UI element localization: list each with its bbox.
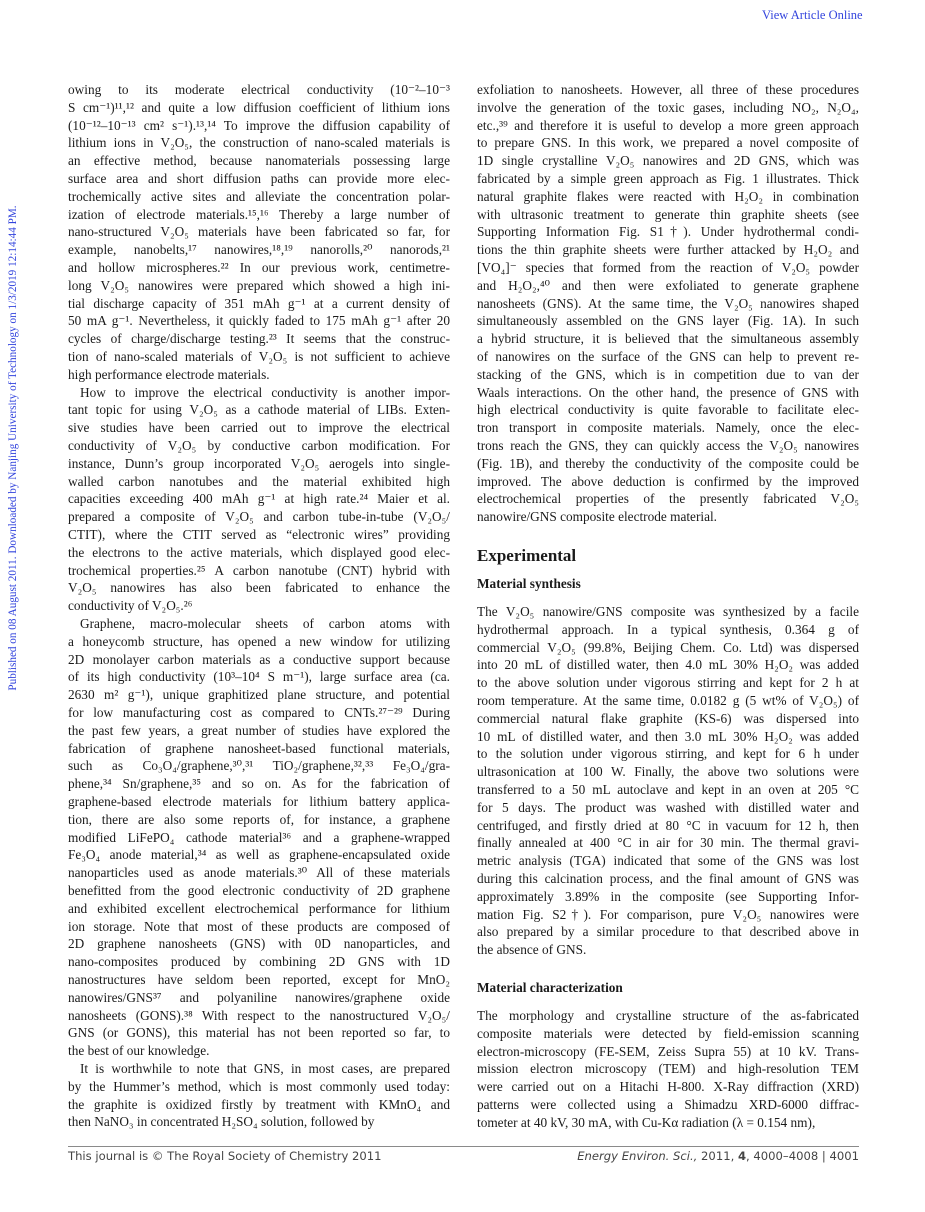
text-line: Supporting Information Fig. S1†). Under hydrothermal condi- — [477, 224, 859, 240]
text-line: ization of electrode materials.¹⁵,¹⁶ Thereby a large number of — [68, 206, 450, 222]
text-line: [VO₄]⁻ species that formed from the reaction of V₂O₅ powder — [477, 259, 859, 275]
text-line: 1D single crystalline V₂O₅ nanowires and 2D GNS, which was — [477, 153, 859, 169]
text-line: Graphene, macro-molecular sheets of carbon atoms with — [80, 616, 450, 631]
text-line: tions the thin graphite sheets were further attacked by H₂O₂ and — [477, 242, 859, 258]
text-line: ultrasonication at 100 W. Finally, the above two solutions were — [477, 764, 859, 780]
paragraph — [477, 603, 859, 959]
text-line: tion, there are also some reports of, for instance, a graphene — [68, 811, 450, 827]
text-line: (Fig. 1B), and thereby the conductivity of the composite could be — [477, 455, 859, 471]
text-line: Waals interactions. On the other hand, the presence of GNS with — [477, 384, 859, 400]
text-line: and exhibited excellent electrochemical performance for lithium — [68, 900, 450, 916]
text-line: Fe₃O₄ anode material,³⁴ as well as graphene-encapsulated oxide — [68, 847, 450, 863]
subsection-heading-material-synthesis: Material synthesis — [477, 576, 581, 591]
text-line: also prepared by a similar procedure to that described above in — [477, 924, 859, 940]
text-line: high electrical conductivity is quite favorable to facilitate elec- — [477, 402, 859, 418]
text-line: phene,³⁴ Sn/graphene,³⁵ and so on. As for the fabrication of — [68, 776, 450, 792]
text-line: tometer at 40 kV, 30 mA, with Cu-Kα radiation (λ = 0.154 nm), — [477, 1114, 816, 1130]
paragraph — [477, 1007, 859, 1132]
text-line: high performance electrode materials. — [68, 366, 270, 382]
section-heading-experimental: Experimental — [477, 546, 577, 565]
text-line: then NaNO₃ in concentrated H₂SO₄ solution, followed by — [68, 1114, 375, 1130]
text-line: owing to its moderate electrical conductivity (10⁻²–10⁻³ — [68, 82, 450, 97]
text-line: exfoliation to nanosheets. However, all three of these procedures — [477, 82, 859, 97]
text-line: The V₂O₅ nanowire/GNS composite was synthesized by a facile — [477, 604, 859, 619]
text-line: to the solution under vigorous stirring, and kept for 6 h under — [477, 746, 859, 762]
text-line: and H₂O₂,⁴⁰ and then were exfoliated to generate graphene — [477, 277, 859, 293]
text-line: (10⁻¹²–10⁻¹³ cm² s⁻¹).¹³,¹⁴ To improve the diffusion capability of — [68, 117, 450, 133]
text-line: graphene-based electrode materials for lithium battery applica- — [68, 793, 450, 809]
text-line: tant topic for using V₂O₅ as a cathode material of LIBs. Exten- — [68, 402, 450, 418]
text-line: into 20 mL of distilled water, then 4.0 mL 30% H₂O₂ was added — [477, 657, 859, 673]
text-line: nano-structured V₂O₅ materials have been fabricated so far, for — [68, 224, 450, 240]
text-line: 2630 m² g⁻¹), unique graphitized plane structure, and potential — [68, 687, 450, 703]
text-line: for low manufacturing cost as compared to CNTs.²⁷⁻²⁹ During — [68, 704, 450, 720]
text-line: nanosheets (GNS). At the same time, the V₂O₅ nanowires shaped — [477, 295, 859, 311]
text-line: capacities exceeding 400 mAh g⁻¹ at high rate.²⁴ Maier et al. — [68, 491, 450, 507]
text-line: the past few years, a great number of studies have explored the — [68, 722, 450, 738]
text-line: during this calcination process, and the final amount of GNS was — [477, 870, 859, 886]
footer-copyright: This journal is © The Royal Society of Chemistry 2011 — [68, 1149, 382, 1163]
text-line: a honeycomb structure, has opened a new window for utilizing — [68, 633, 450, 649]
text-line: prepared a composite of V₂O₅ and carbon tube-in-tube (V₂O₅/ — [68, 509, 450, 525]
text-line: the electrons to the active materials, which displayed good elec- — [68, 544, 450, 560]
text-line: 10 mL of distilled water, and then 3.0 mL 30% H₂O₂ was added — [477, 728, 859, 744]
view-article-online-link[interactable]: View Article Online — [762, 8, 863, 22]
text-line: conductivity of V₂O₅.²⁶ — [68, 598, 193, 614]
text-line: trochemically active sites and alleviate the concentration polar- — [68, 188, 450, 204]
text-line: sive studies have been carried out to improve the electrical — [68, 420, 450, 436]
text-line: fabricated by a simple green approach as Fig. 1 illustrates. Thick — [477, 170, 859, 186]
text-line: It is worthwhile to note that GNS, in most cases, are prepared — [80, 1061, 450, 1076]
text-line: metric analysis (TGA) indicated that some of the GNS was lost — [477, 853, 859, 869]
text-line: long V₂O₅ nanowires were prepared which showed a high ini- — [68, 277, 450, 293]
text-line: trons reach the GNS, they can quickly access the V₂O₅ nanowires — [477, 437, 859, 453]
text-line: 50 mA g⁻¹. Nevertheless, it quickly faded to 175 mAh g⁻¹ after 20 — [68, 313, 450, 329]
text-line: centrifuged, and firstly dried at 80 °C in vacuum for 12 h, then — [477, 817, 859, 833]
text-line: electrochemical properties of the presently fabricated V₂O₅ — [477, 491, 859, 507]
text-line: instance, Dunn’s group incorporated V₂O₅ aerogels into single- — [68, 455, 450, 471]
text-line: to the above solution under vigorous stirring and kept for 2 h at — [477, 675, 859, 691]
text-line: commercial natural flake graphite (KS-6) was dispersed into — [477, 710, 859, 726]
text-line: CTIT), where the CTIT served as “electronic wires” providing — [68, 526, 450, 542]
footer-citation — [577, 1149, 859, 1163]
paragraph — [68, 615, 450, 1060]
text-line: finally annealed at 400 °C in air for 30 min. The thermal gravi- — [477, 835, 859, 851]
text-line: V₂O₅ nanowires has also been fabricated to enhance the — [68, 580, 450, 596]
text-line: modified LiFePO₄ cathode material³⁶ and a graphene-wrapped — [68, 829, 450, 845]
text-line: conductivity of V₂O₅ by conductive carbon modification. For — [68, 437, 450, 453]
text-line: involve the generation of the toxic gases, including NO₂, N₂O₄, — [477, 99, 859, 115]
paragraph — [68, 384, 450, 615]
footer-separator: | — [818, 1149, 830, 1163]
text-line: nanosheets (GONS).³⁸ With respect to the nanostructured V₂O₅/ — [68, 1007, 450, 1023]
text-line: such as Co₃O₄/graphene,³⁰,³¹ TiO₂/graphene,³²,³³ Fe₃O₄/gra- — [68, 758, 450, 774]
text-line: surface area and short diffusion paths can provide more elec- — [68, 170, 450, 186]
text-line: and hollow microspheres.²² In our previous work, centimetre- — [68, 259, 450, 275]
text-line: nanowire/GNS composite electrode material. — [477, 509, 717, 525]
text-line: improved. The above deduction is confirmed by the improved — [477, 473, 859, 489]
text-line: cycles of charge/discharge testing.²³ It seems that the construc- — [68, 331, 450, 347]
publication-download-note: Published on 08 August 2011. Downloaded by Nanjing University of Technology on 1/3/2019 12:14:44 PM. — [7, 205, 19, 691]
text-line: an effective method, because nanomaterials possessing large — [68, 153, 450, 169]
text-line: GNS (or GONS), this material has not been reported so far, to — [68, 1025, 450, 1041]
text-line: 2D graphene nanosheets (GNS) with 0D nanoparticles, and — [68, 936, 450, 952]
text-line: trochemical properties.²⁵ A carbon nanotube (CNT) hybrid with — [68, 562, 450, 578]
text-line: a hybrid structure, it is believed that the simultaneous assembly — [477, 331, 859, 347]
text-line: commercial V₂O₅ (99.8%, Beijing Chem. Co. Ltd) was dispersed — [477, 639, 859, 655]
footer-year: 2011, — [697, 1149, 738, 1163]
text-line: benefitted from the good electronic conductivity of 2D graphene — [68, 882, 450, 898]
text-line: 2D monolayer carbon materials as a conductive support because — [68, 651, 450, 667]
text-line: hydrothermal approach. In a typical synthesis, 0.364 g of — [477, 621, 859, 637]
text-line: patterns were collected using a Shimadzu XRD-6000 diffrac- — [477, 1096, 859, 1112]
text-line: simultaneously assembled on the GNS layer (Fig. 1A). In such — [477, 313, 859, 329]
text-line: stacking of the GNS, which is in competition due to van der — [477, 366, 859, 382]
footer-pages: , 4000–4008 — [746, 1149, 819, 1163]
subsection-heading-material-characterization: Material characterization — [477, 980, 623, 995]
text-line: of nanowires on the surface of the GNS can help to prevent re- — [477, 348, 859, 364]
text-line: mation Fig. S2†). For comparison, pure V₂O₅ nanowires were — [477, 906, 859, 922]
text-line: tion of nano-scaled materials of V₂O₅ is not sufficient to achieve — [68, 348, 450, 364]
text-line: mission electron microscopy (TEM) and high-resolution TEM — [477, 1061, 859, 1077]
text-line: etc.,³⁹ and therefore it is useful to develop a more green approach — [477, 117, 859, 133]
text-line: tron transport in composite materials. Namely, once the elec- — [477, 420, 859, 436]
text-line: fabrication of graphene nanosheet-based functional materials, — [68, 740, 450, 756]
text-line: nanostructures have seldom been reported, except for MnO₂ — [68, 971, 450, 987]
text-line: nanowires/GNS³⁷ and polyaniline nanowires/graphene oxide — [68, 989, 450, 1005]
text-line: lithium ions in V₂O₅, the construction of nano-scaled materials is — [68, 135, 450, 151]
text-line: The morphology and crystalline structure of the as-fabricated — [477, 1008, 859, 1023]
text-line: natural graphite flakes were reacted with H₂O₂ in combination — [477, 188, 859, 204]
footer-divider — [68, 1146, 859, 1147]
text-line: for 5 days. The product was washed with distilled water and — [477, 799, 859, 815]
text-line: tial discharge capacity of 351 mAh g⁻¹ at a current density of — [68, 295, 450, 311]
text-line: composite materials were detected by field-emission scanning — [477, 1025, 859, 1041]
paragraph — [68, 81, 450, 384]
text-line: ion storage. Note that most of these products are composed of — [68, 918, 450, 934]
text-line: example, nanobelts,¹⁷ nanowires,¹⁸,¹⁹ nanorolls,²⁰ nanorods,²¹ — [68, 242, 450, 258]
text-line: the absence of GNS. — [477, 942, 587, 958]
paragraph — [68, 1060, 450, 1131]
text-line: were carried out on a Hitachi H-800. X-Ray diffraction (XRD) — [477, 1079, 859, 1095]
footer-page-number: 4001 — [829, 1149, 859, 1163]
paragraph — [477, 81, 859, 526]
text-line: approximately 3.89% in the composite (see Supporting Infor- — [477, 888, 859, 904]
text-line: nano-composites produced by combining 2D GNS with 1D — [68, 954, 450, 970]
text-line: S cm⁻¹)¹¹,¹² and quite a low diffusion coefficient of lithium ions — [68, 99, 450, 115]
text-line: by the Hummer’s method, which is most commonly used today: — [68, 1078, 450, 1094]
text-line: the graphite is oxidized firstly by treatment with KMnO₄ and — [68, 1096, 450, 1112]
footer-volume: 4 — [737, 1149, 747, 1163]
text-line: electron-microscopy (FE-SEM, Zeiss Supra 55) at 10 kV. Trans- — [477, 1043, 859, 1059]
text-line: room temperature. At the same time, 0.0182 g (5 wt% of V₂O₅) of — [477, 692, 859, 708]
text-line: walled carbon nanotubes and the material exhibited high — [68, 473, 450, 489]
text-line: transferred to a 50 mL autoclave and kept in an oven at 205 °C — [477, 781, 859, 797]
text-line: How to improve the electrical conductivity is another impor- — [80, 384, 450, 400]
text-line: with ultrasonic treatment to generate thin graphite sheets (see — [477, 206, 859, 222]
text-line: the best of our knowledge. — [68, 1043, 210, 1059]
text-line: of its high conductivity (10³–10⁴ S m⁻¹), large surface area (ca. — [68, 669, 450, 685]
text-line: to prepare GNS. In this work, we prepared a novel composite of — [477, 135, 859, 151]
footer-journal: Energy Environ. Sci., — [577, 1149, 698, 1163]
text-line: nanoparticles used as anode materials.³⁰ All of these materials — [68, 865, 450, 881]
